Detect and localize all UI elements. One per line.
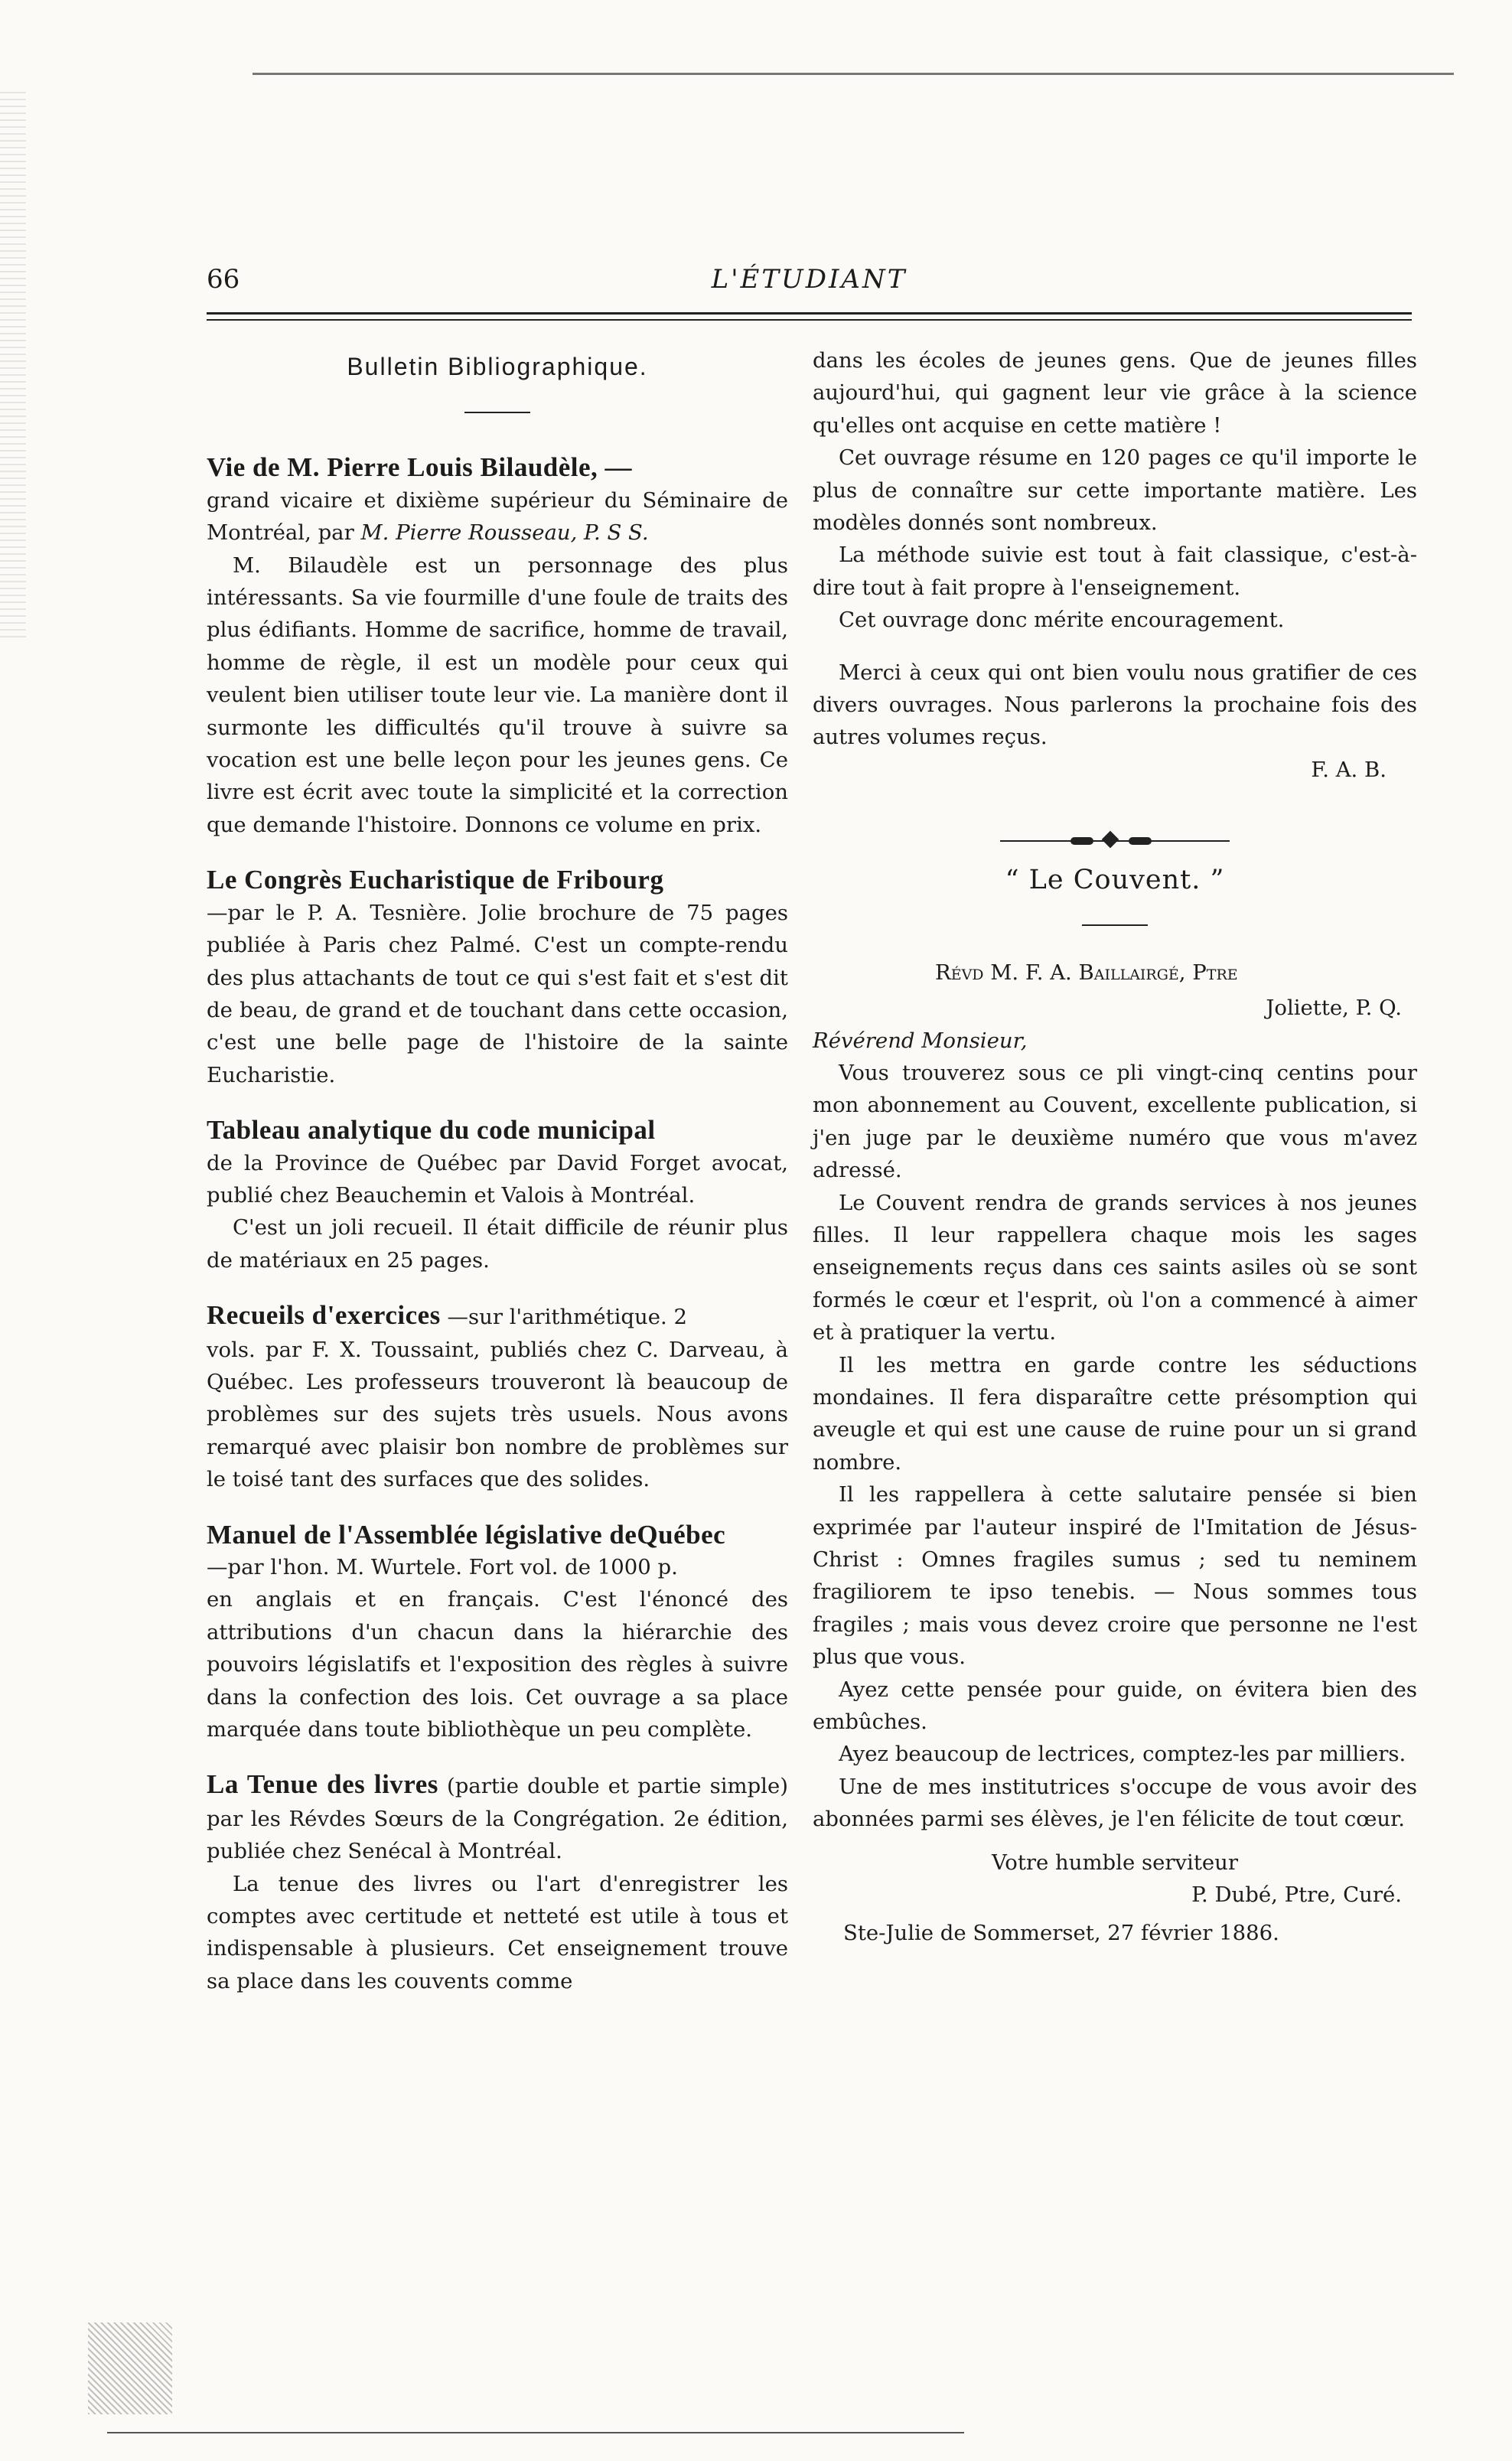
entry-heading-line: [207, 1768, 788, 1867]
entry-paragraph: La tenue des livres ou l'art d'enregistrer les comptes avec certitude et netteté est utile à tous et indispensable à plusieurs. Cet enseignement trouve sa place dans les couvents comme: [207, 1871, 788, 1993]
letter-paragraph: Une de mes institutrices s'occupe de vous avoir des abonnées parmi ses élèves, je l'en félicite de tout cœur.: [813, 1774, 1417, 1832]
letter-paragraph: Ayez beaucoup de lectrices, comptez-les par milliers.: [839, 1742, 1406, 1767]
bibliography-entry: [207, 451, 788, 841]
entry-subtitle: [207, 484, 788, 549]
bibliography-entry: [207, 864, 788, 1091]
header-double-rule: [207, 312, 1412, 321]
entry-title-rest: (partie double et partie simple) par les Révdes Sœurs de la Congrégation. 2e édition, publiée chez Senécal à Montréal.: [207, 1774, 788, 1864]
letter-paragraph: Ayez cette pensée pour guide, on évitera bien des embûches.: [813, 1677, 1417, 1735]
letter-paragraph: Il les mettra en garde contre les séductions mondaines. Il fera disparaître cette présomption qui aveugle et qui est une cause de ruine pour un si grand nombre.: [813, 1352, 1417, 1475]
entry-paragraph: —par le P. A. Tesnière. Jolie brochure de 75 pages publiée à Paris chez Palmé. C'est un compte-rendu des plus attachants de tout ce qui s'est fait et s'est dit de beau, de grand et de touchant dans cette occasion, c'est une belle page de l'histoire de la sainte Eucharistie.: [207, 900, 788, 1087]
entry-paragraph: M. Bilaudèle est un personnage des plus intéressants. Sa vie fourmille d'une foule de traits des plus édifiants. Homme de sacrifice, homme de travail, homme de règle, il est un modèle pour ceux qui veulent bien utiliser toute leur vie. La manière dont il surmonte les difficultés qu'il trouve à suivre sa vocation est une belle leçon pour les jeunes gens. Ce livre est écrit avec toute la simplicité et la correction que demande l'histoire. Donnons ce volume en prix.: [207, 553, 788, 837]
letter-salutation: Révérend Monsieur,: [813, 1028, 1028, 1053]
scan-corner-noise: [88, 2322, 172, 2414]
running-head: [207, 264, 1412, 295]
right-column: [813, 344, 1417, 1950]
entry-subtitle-text: grand vicaire et dixième supérieur du Séminaire de Montréal, par: [207, 487, 788, 546]
bibliography-entry: [207, 1768, 788, 1997]
entry-paragraph: de la Province de Québec par David Forget avocat, publié chez Beauchemin et Valois à Montréal.: [207, 1150, 788, 1208]
scan-edge-line: [253, 73, 1454, 75]
entry-paragraph: vols. par F. X. Toussaint, publiés chez C. Darveau, à Québec. Les professeurs trouveront là beaucoup de problèmes sur des sujets très usuels. Nous avons remarqué avec plaisir bon nombre de problèmes sur le toisé tant des surfaces que des solides.: [207, 1337, 788, 1492]
letter-addressee-place: Joliette, P. Q.: [1266, 996, 1402, 1021]
entry-title-rest: —par l'hon. M. Wurtele. Fort vol. de 1000 p.: [207, 1555, 678, 1579]
scan-bottom-line: [107, 2432, 964, 2433]
letter-divider: [1082, 924, 1148, 926]
letter-paragraph: Le Couvent rendra de grands services à nos jeunes filles. Il leur rappellera chaque mois les sages enseignements reçus dans ces saints asiles où se sont formés le cœur et l'esprit, où l'on a commencé à aimer et à pratiquer la vertu.: [813, 1190, 1417, 1345]
letter-paragraph: Vous trouverez sous ce pli vingt-cinq centins pour mon abonnement au Couvent, excellente publication, si j'en juge par le deuxième numéro que vous m'avez adressé.: [813, 1060, 1417, 1183]
continuation-paragraph: Cet ouvrage donc mérite encouragement.: [839, 608, 1285, 633]
entry-paragraph: C'est un joli recueil. Il était difficile de réunir plus de matériaux en 25 pages.: [207, 1215, 788, 1273]
entry-heading-line: [207, 1299, 788, 1333]
ornament-right-swell: [1129, 837, 1152, 845]
section-title: Bulletin Bibliographique.: [347, 353, 648, 380]
letter-title: “ Le Couvent. ”: [1005, 865, 1225, 896]
continuation-paragraph: Cet ouvrage résume en 120 pages ce qu'il importe le plus de connaître sur cette importante matière. Les modèles donnés sont nombreux.: [813, 445, 1417, 536]
journal-title: L'ÉTUDIANT: [711, 264, 908, 295]
letter-paragraph: Il les rappellera à cette salutaire pensée si bien exprimée par l'auteur inspiré de l'Imitation de Jésus-Christ : Omnes fragiles sumus ; sed tu neminem fragiliorem te ipso tenebis. — Nous sommes tous fragiles ; mais vous devez croire que personne ne l'est plus que vous.: [813, 1482, 1417, 1670]
bibliography-entry: [207, 1299, 788, 1495]
entry-title: Vie de M. Pierre Louis Bilaudèle, —: [207, 452, 633, 483]
left-column: [207, 344, 788, 1997]
signature: F. A. B.: [1311, 757, 1387, 782]
entry-title-rest: —sur l'arithmétique. 2: [440, 1305, 687, 1330]
entry-author: M. Pierre Rousseau, P. S S.: [360, 520, 649, 546]
entry-title: La Tenue des livres: [207, 1769, 438, 1800]
entry-title: Manuel de l'Assemblée législative deQuébec: [207, 1519, 726, 1550]
letter-closing: Votre humble serviteur: [991, 1850, 1239, 1875]
ornament-diamond: [1102, 831, 1119, 849]
entry-paragraph: en anglais et en français. C'est l'énoncé des attributions d'un chacun dans la hiérarchie des pouvoirs législatifs et l'exposition des règles à suivre dans la confection des lois. Cet ouvrage a sa place marquée dans toute bibliothèque un peu complète.: [207, 1587, 788, 1742]
continuation-paragraph: dans les écoles de jeunes gens. Que de jeunes filles aujourd'hui, qui gagnent leur vie grâce à la science qu'elles ont acquise en cette matière !: [813, 348, 1417, 438]
letter-signer: P. Dubé, Ptre, Curé.: [1191, 1882, 1402, 1908]
section-divider: [464, 412, 530, 413]
ornamental-divider: [1000, 832, 1230, 850]
scan-edge-noise: [0, 92, 26, 643]
continuation-paragraph: La méthode suivie est tout à fait classique, c'est-à-dire tout à fait propre à l'enseignement.: [813, 543, 1417, 600]
letter-dateline: Ste-Julie de Sommerset, 27 février 1886.: [843, 1921, 1279, 1946]
ornament-left-swell: [1070, 837, 1093, 845]
page-number: 66: [207, 264, 240, 295]
entry-title: Le Congrès Eucharistique de Fribourg: [207, 865, 664, 895]
letter-addressee: Révd M. F. A. Baillairgé, Ptre: [935, 960, 1238, 985]
bibliography-entry: [207, 1114, 788, 1276]
thanks-paragraph: Merci à ceux qui ont bien voulu nous gratifier de ces divers ouvrages. Nous parlerons la prochaine fois des autres volumes reçus.: [813, 660, 1417, 750]
entry-title: Recueils d'exercices: [207, 1300, 441, 1331]
bibliography-entry: [207, 1519, 788, 1746]
entry-title: Tableau analytique du code municipal: [207, 1115, 656, 1146]
